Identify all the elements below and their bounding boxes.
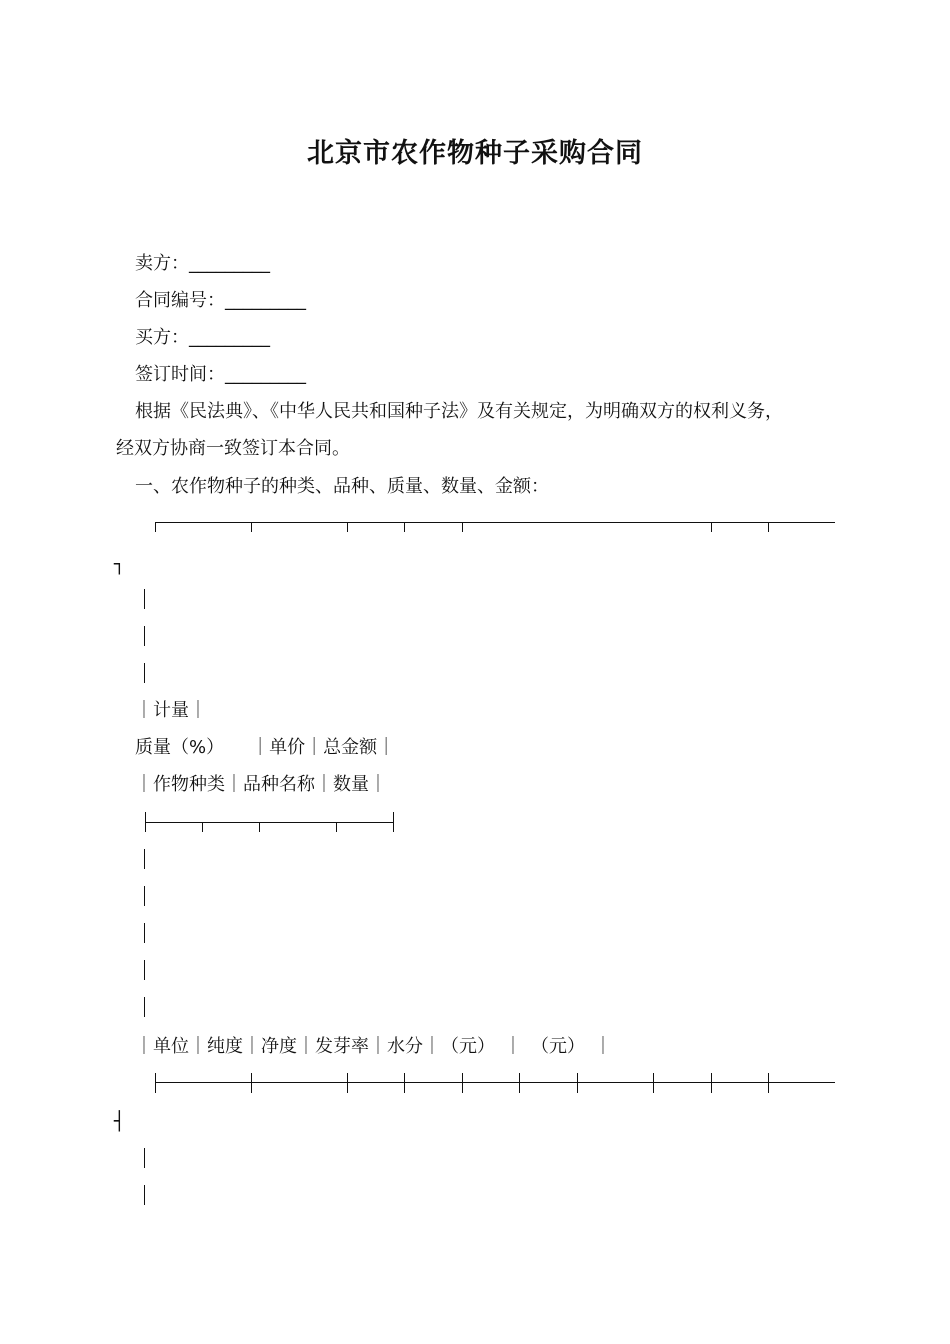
table-vertical-bar xyxy=(144,663,145,683)
table-vertical-bar xyxy=(144,960,145,980)
table-vertical-bar xyxy=(144,849,145,869)
table-vertical-bar xyxy=(144,626,145,646)
table-vertical-bar xyxy=(144,589,145,609)
table-row-quality: 质量（%） ｜单价｜总金额｜ xyxy=(135,737,396,758)
buyer-field: 买方：_________ xyxy=(135,327,270,348)
table-vertical-bar xyxy=(144,886,145,906)
table-vertical-bar xyxy=(144,1148,145,1168)
seller-field: 卖方：_________ xyxy=(135,253,270,274)
table-vertical-bar xyxy=(144,1185,145,1205)
table-row-measure: ｜计量｜ xyxy=(135,700,207,721)
table-corner-top-right: ┐ xyxy=(114,554,125,575)
table-corner-mid-right: ┤ xyxy=(114,1111,125,1132)
section-heading: 一、农作物种子的种类、品种、质量、数量、金额： xyxy=(135,476,549,497)
table-row-units: ｜单位｜纯度｜净度｜发芽率｜水分｜（元） ｜ （元） ｜ xyxy=(135,1036,612,1057)
table-vertical-bar xyxy=(144,997,145,1017)
intro-paragraph-line2: 经双方协商一致签订本合同。 xyxy=(116,438,350,459)
sign-date-field: 签订时间：_________ xyxy=(135,364,306,385)
table-row-crop: ｜作物种类｜品种名称｜数量｜ xyxy=(135,774,387,795)
contract-number-field: 合同编号：_________ xyxy=(135,290,306,311)
document-title: 北京市农作物种子采购合同 xyxy=(307,138,643,169)
table-vertical-bar xyxy=(144,923,145,943)
intro-paragraph-line1: 根据《民法典》、《中华人民共和国种子法》及有关规定，为明确双方的权利义务， xyxy=(135,401,783,422)
